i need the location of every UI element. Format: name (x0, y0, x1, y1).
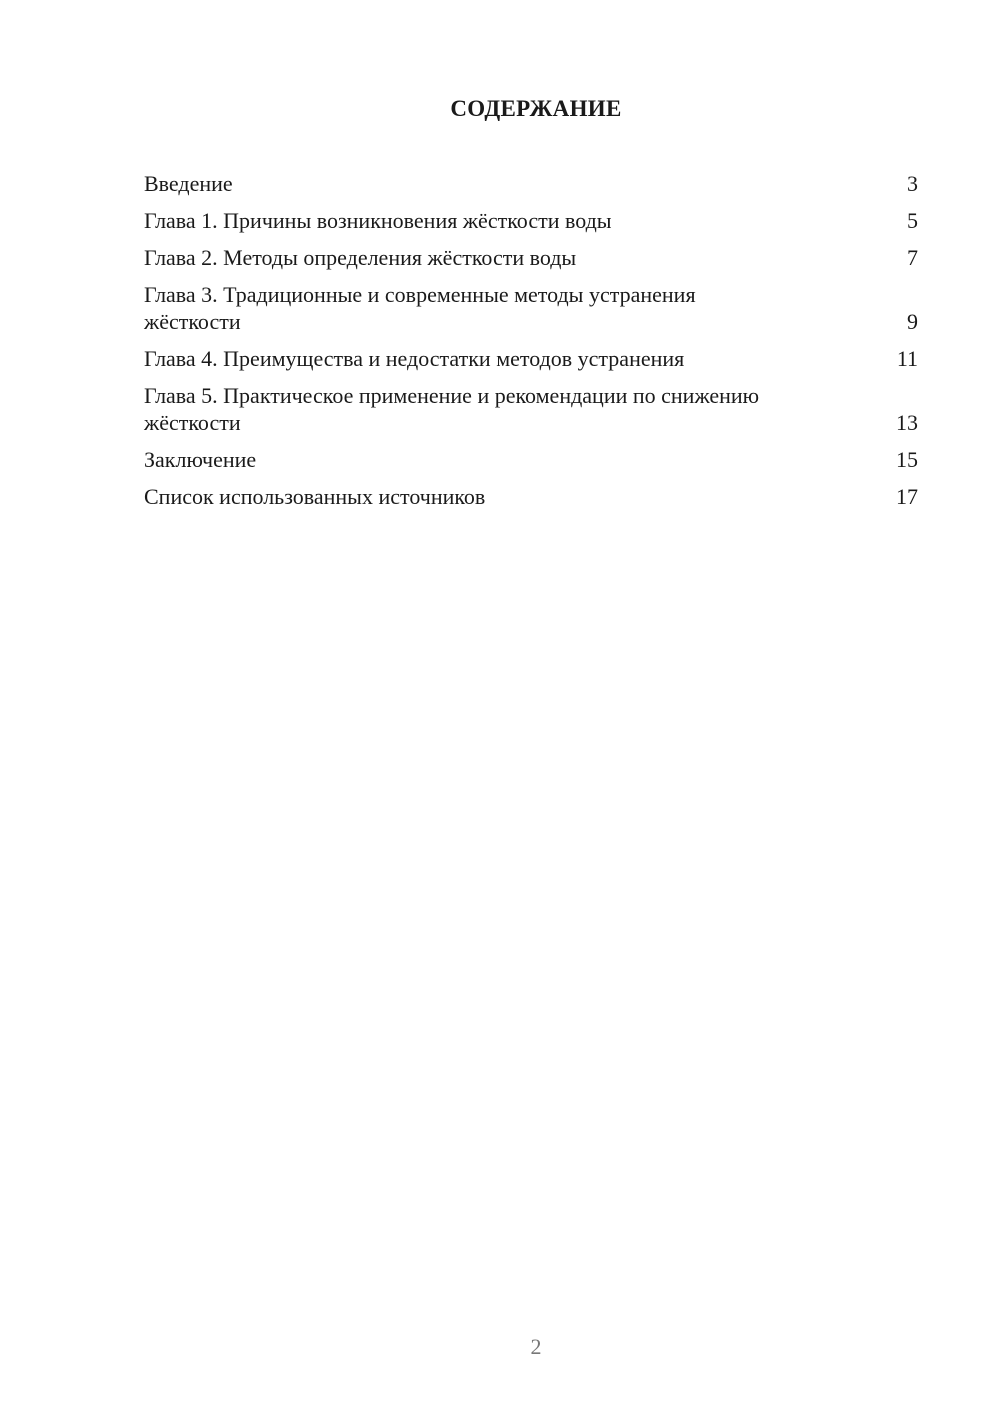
toc-entry-chapter-2 (144, 244, 918, 271)
toc-entry-text: Глава 3. Традиционные и современные методы устранения жёсткости (144, 282, 696, 334)
toc-entry-chapter-5 (144, 382, 918, 436)
toc-entry-page: 17 (896, 484, 918, 509)
toc-entry-text: Глава 2. Методы определения жёсткости воды (144, 245, 577, 270)
toc-entry-page: 9 (907, 309, 918, 334)
toc-entry-chapter-3 (144, 281, 918, 335)
toc-entry-text: Глава 4. Преимущества и недостатки методов устранения (144, 346, 685, 371)
toc-title: СОДЕРЖАНИЕ (450, 96, 622, 121)
toc-entry-text: Заключение (144, 447, 257, 472)
toc-entry-chapter-4 (144, 345, 918, 372)
toc-entry-conclusion (144, 446, 918, 473)
toc-entry-page: 13 (896, 410, 918, 435)
table-of-contents (144, 170, 918, 520)
toc-entry-page: 11 (896, 346, 918, 371)
toc-entry-page: 3 (907, 171, 918, 196)
toc-entry-page: 7 (907, 245, 918, 270)
toc-entry-introduction (144, 170, 918, 197)
toc-entry-text: Список использованных источников (144, 484, 486, 509)
toc-entry-page: 15 (896, 447, 918, 472)
toc-entry-references (144, 483, 918, 510)
toc-entry-text: Глава 5. Практическое применение и рекомендации по снижению жёсткости (144, 383, 760, 435)
page-number: 2 (530, 1334, 542, 1359)
toc-entry-chapter-1 (144, 207, 918, 234)
toc-entry-page: 5 (907, 208, 918, 233)
toc-entry-text: Введение (144, 171, 233, 196)
toc-entry-text: Глава 1. Причины возникновения жёсткости воды (144, 208, 612, 233)
